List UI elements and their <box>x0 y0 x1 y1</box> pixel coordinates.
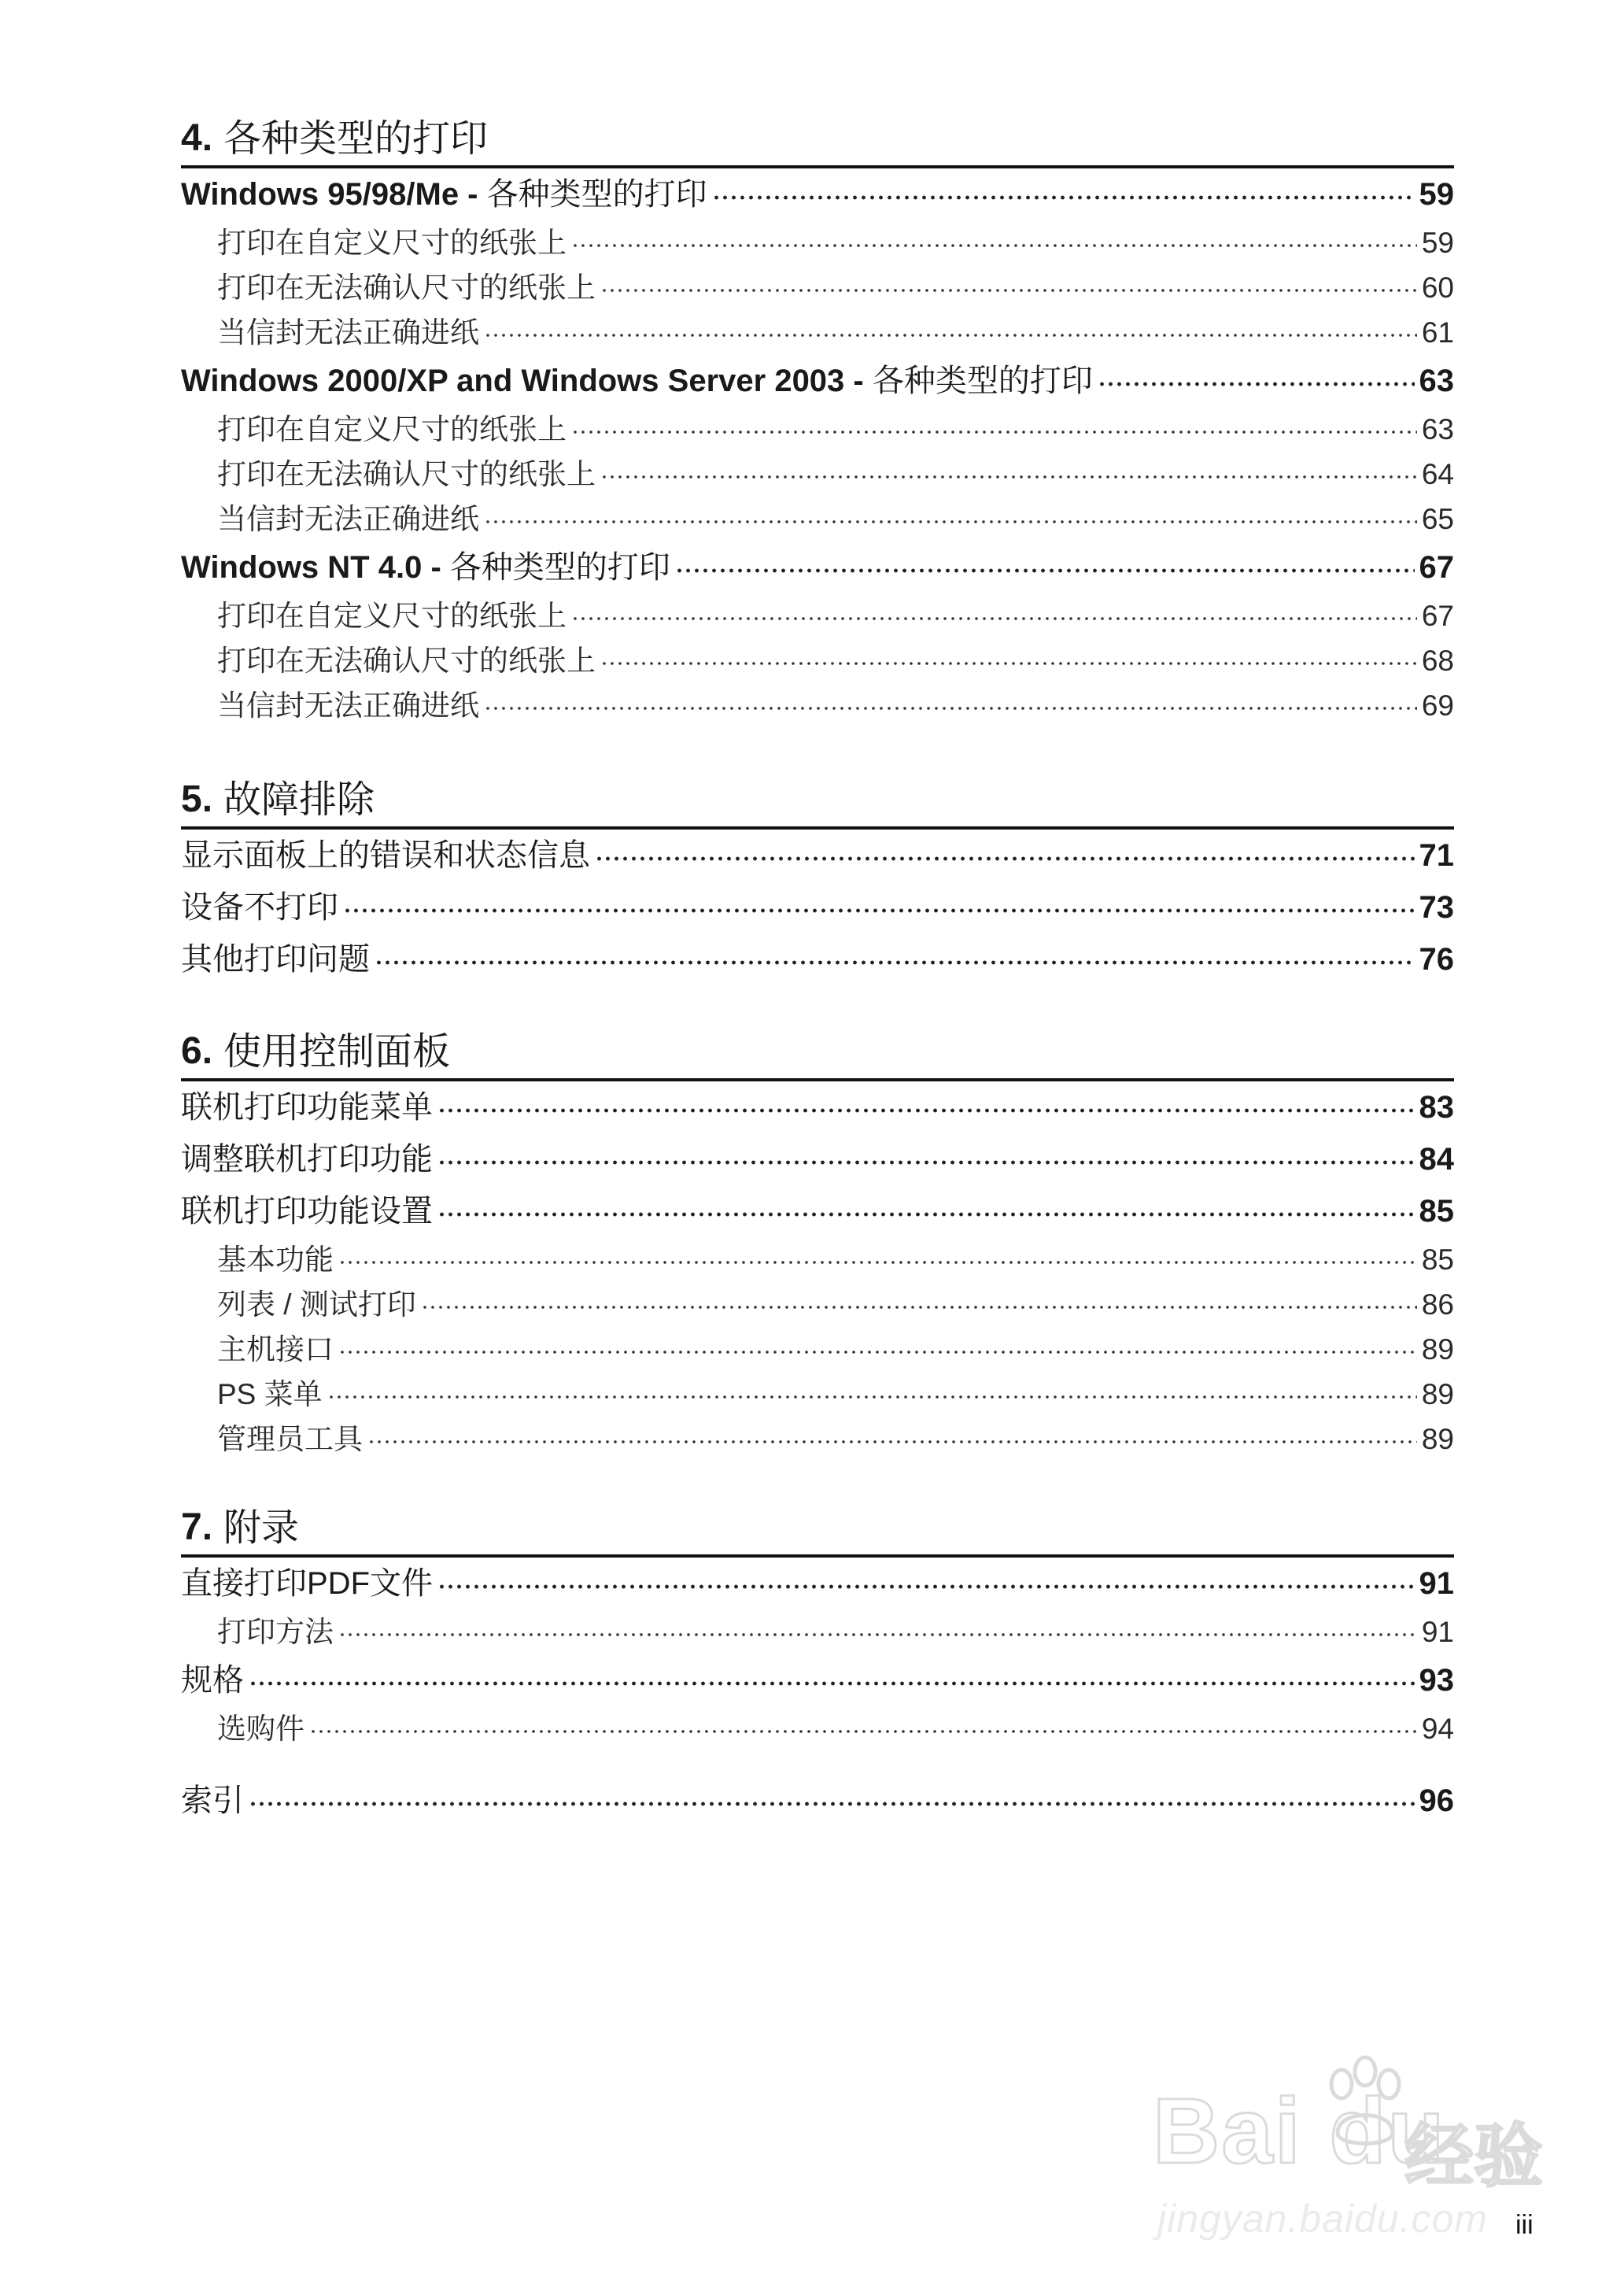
toc-entry-level1[interactable] <box>181 1081 1454 1133</box>
entry-title-en: Windows NT 4.0 - <box>181 550 450 585</box>
entry-page-number: 96 <box>1419 1783 1454 1818</box>
dot-leader <box>421 1303 1417 1311</box>
entry-title-cn: 各种类型的打印 <box>486 177 707 212</box>
entry-title-en: Windows 2000/XP and Windows Server 2003 - <box>181 364 873 398</box>
entry-page-number: 59 <box>1421 227 1454 259</box>
dot-leader <box>712 194 1415 201</box>
toc-entry-level1[interactable] <box>181 1185 1454 1237</box>
dot-leader <box>571 615 1417 623</box>
chapter-title: 附录 <box>223 1506 300 1550</box>
dot-leader <box>571 428 1417 436</box>
toc-entry-level2[interactable] <box>181 1372 1454 1417</box>
entry-page-number: 63 <box>1421 413 1454 445</box>
toc-entry-level1[interactable] <box>181 541 1454 593</box>
dot-leader <box>595 855 1415 863</box>
toc-entry-level2[interactable] <box>181 452 1454 497</box>
baidu-jingyan-watermark <box>1153 2062 1562 2241</box>
entry-title: 打印在自定义尺寸的纸张上 <box>217 600 567 632</box>
chapter-heading <box>181 118 1454 168</box>
toc-entry-level2[interactable] <box>181 683 1454 728</box>
entry-title <box>181 1133 433 1185</box>
dot-leader <box>484 704 1417 712</box>
chapter-5 <box>181 779 1454 985</box>
dot-leader <box>327 1393 1417 1401</box>
entry-page-number: 94 <box>1421 1713 1454 1745</box>
toc-entry-level2[interactable] <box>181 1417 1454 1462</box>
entry-title <box>181 933 370 985</box>
dot-leader <box>1098 380 1415 388</box>
entry-page-number: 60 <box>1421 272 1454 304</box>
page-number: iii <box>1515 2210 1534 2240</box>
chapter-title: 各种类型的打印 <box>223 116 489 161</box>
entry-title <box>181 881 338 933</box>
toc-entry-level2[interactable] <box>181 265 1454 310</box>
entry-title-cn: 显示面板上的错误和状态信息 <box>181 838 590 873</box>
entry-title: 打印方法 <box>217 1616 334 1648</box>
index-section <box>181 1775 1454 1827</box>
entry-title <box>181 355 1093 407</box>
toc-entry-index[interactable] <box>181 1775 1454 1827</box>
entry-title <box>181 168 707 220</box>
chapter-entries <box>181 168 1454 728</box>
chapter-entries <box>181 1081 1454 1462</box>
entry-title: 主机接口 <box>217 1333 334 1366</box>
dot-leader <box>338 1348 1417 1356</box>
toc-entry-level1[interactable] <box>181 830 1454 881</box>
toc-entry-level2[interactable] <box>181 220 1454 265</box>
entry-page-number: 73 <box>1419 890 1454 925</box>
entry-title: 当信封无法正确进纸 <box>217 689 479 722</box>
entry-page-number: 91 <box>1421 1616 1454 1648</box>
dot-leader <box>484 331 1417 339</box>
entry-page-number: 67 <box>1421 600 1454 632</box>
dot-leader <box>600 660 1417 667</box>
toc-entry-level1[interactable] <box>181 355 1454 407</box>
entry-title: 当信封无法正确进纸 <box>217 316 479 349</box>
toc-entry-level1[interactable] <box>181 881 1454 933</box>
dot-leader <box>437 1210 1415 1218</box>
entry-title-cn: 联机打印功能设置 <box>181 1194 433 1229</box>
entry-page-number: 89 <box>1421 1423 1454 1455</box>
entry-title-cn: 联机打印功能菜单 <box>181 1090 433 1125</box>
entry-page-number: 86 <box>1421 1288 1454 1321</box>
chapter-4 <box>181 118 1454 728</box>
entry-title: 基本功能 <box>217 1244 334 1276</box>
watermark-logo-cn: 经验 <box>1404 2116 1544 2197</box>
entry-title: 列表 / 测试打印 <box>217 1288 416 1321</box>
entry-title-cn: 各种类型的打印 <box>449 550 670 585</box>
chapter-title: 使用控制面板 <box>223 1029 451 1074</box>
entry-title <box>181 1558 433 1609</box>
chapter-heading <box>181 1031 1454 1081</box>
chapter-number: 5. <box>181 778 213 820</box>
toc-entry-level1[interactable] <box>181 168 1454 220</box>
entry-title: 当信封无法正确进纸 <box>217 503 479 535</box>
entry-page-number: 89 <box>1421 1333 1454 1366</box>
dot-leader <box>338 1258 1417 1266</box>
entry-title <box>181 1081 433 1133</box>
entry-page-number: 83 <box>1419 1090 1454 1125</box>
toc-entry-level2[interactable] <box>181 310 1454 355</box>
entry-title-cn: 各种类型的打印 <box>872 364 1093 398</box>
entry-title: 打印在自定义尺寸的纸张上 <box>217 227 567 259</box>
entry-title: PS 菜单 <box>217 1378 323 1410</box>
dot-leader <box>375 959 1415 966</box>
toc-entry-level2[interactable] <box>181 497 1454 541</box>
toc-entry-level2[interactable] <box>181 1609 1454 1654</box>
entry-title-cn: 设备不打印 <box>181 890 338 925</box>
entry-title: 打印在无法确认尺寸的纸张上 <box>217 645 596 677</box>
chapter-6 <box>181 1031 1454 1462</box>
entry-page-number: 93 <box>1419 1663 1454 1698</box>
dot-leader <box>338 1631 1417 1639</box>
chapter-number: 6. <box>181 1030 213 1072</box>
dot-leader <box>484 518 1417 526</box>
entry-page-number: 65 <box>1421 503 1454 535</box>
entry-page-number: 61 <box>1421 316 1454 349</box>
dot-leader <box>309 1728 1417 1735</box>
entry-title <box>181 1654 244 1706</box>
entry-page-number: 85 <box>1419 1194 1454 1229</box>
entry-title <box>181 830 590 881</box>
dot-leader <box>571 242 1417 249</box>
chapter-number: 7. <box>181 1506 213 1548</box>
entry-title: 打印在无法确认尺寸的纸张上 <box>217 458 596 490</box>
toc-entry-level1[interactable] <box>181 1654 1454 1706</box>
entry-title-cn: 其他打印问题 <box>181 942 370 977</box>
entry-page-number: 59 <box>1419 177 1454 212</box>
dot-leader <box>343 907 1415 915</box>
watermark-logo-text: Bai du <box>1153 2079 1446 2183</box>
entry-title: 索引 <box>181 1783 244 1818</box>
entry-title: 管理员工具 <box>217 1423 363 1455</box>
entry-page-number: 68 <box>1421 645 1454 677</box>
toc-entry-level2[interactable] <box>181 638 1454 683</box>
entry-page-number: 63 <box>1419 364 1454 398</box>
chapter-entries <box>181 1558 1454 1751</box>
toc-entry-level1[interactable] <box>181 1558 1454 1609</box>
dot-leader <box>437 1159 1415 1166</box>
entry-title: 打印在无法确认尺寸的纸张上 <box>217 272 596 304</box>
entry-page-number: 84 <box>1419 1142 1454 1177</box>
entry-title-cn: 规格 <box>181 1663 244 1698</box>
entry-page-number: 64 <box>1421 458 1454 490</box>
chapter-title: 故障排除 <box>223 778 375 822</box>
toc-entry-level2[interactable] <box>181 1282 1454 1327</box>
entry-page-number: 69 <box>1421 689 1454 722</box>
entry-page-number: 89 <box>1421 1378 1454 1410</box>
entry-page-number: 76 <box>1419 942 1454 977</box>
entry-title-cn: 直接打印PDF文件 <box>181 1566 433 1601</box>
entry-title: 选购件 <box>217 1713 304 1745</box>
chapter-entries <box>181 830 1454 985</box>
toc-entry-level2[interactable] <box>181 1237 1454 1282</box>
chapter-number: 4. <box>181 117 213 159</box>
dot-leader <box>249 1800 1415 1808</box>
toc-entry-level2[interactable] <box>181 407 1454 452</box>
entry-title <box>181 541 670 593</box>
dot-leader <box>600 473 1417 481</box>
dot-leader <box>367 1438 1417 1446</box>
toc-entry-level1[interactable] <box>181 933 1454 985</box>
watermark-url: jingyan.baidu.com <box>1157 2197 1489 2241</box>
dot-leader <box>600 286 1417 294</box>
chapter-heading <box>181 779 1454 830</box>
toc-entry-level2[interactable] <box>181 1327 1454 1372</box>
dot-leader <box>675 567 1415 575</box>
entry-title-en: Windows 95/98/Me - <box>181 177 487 212</box>
chapter-7 <box>181 1507 1454 1751</box>
entry-page-number: 67 <box>1419 550 1454 585</box>
entry-page-number: 85 <box>1421 1244 1454 1276</box>
toc-entry-level1[interactable] <box>181 1133 1454 1185</box>
dot-leader <box>249 1680 1415 1687</box>
toc-entry-level2[interactable] <box>181 593 1454 638</box>
entry-page-number: 91 <box>1419 1566 1454 1601</box>
dot-leader <box>437 1583 1415 1591</box>
entry-page-number: 71 <box>1419 838 1454 873</box>
chapter-heading <box>181 1507 1454 1558</box>
dot-leader <box>437 1107 1415 1114</box>
toc-entry-level2[interactable] <box>181 1706 1454 1751</box>
entry-title-cn: 调整联机打印功能 <box>181 1142 433 1177</box>
entry-title: 打印在自定义尺寸的纸张上 <box>217 413 567 445</box>
entry-title <box>181 1185 433 1237</box>
